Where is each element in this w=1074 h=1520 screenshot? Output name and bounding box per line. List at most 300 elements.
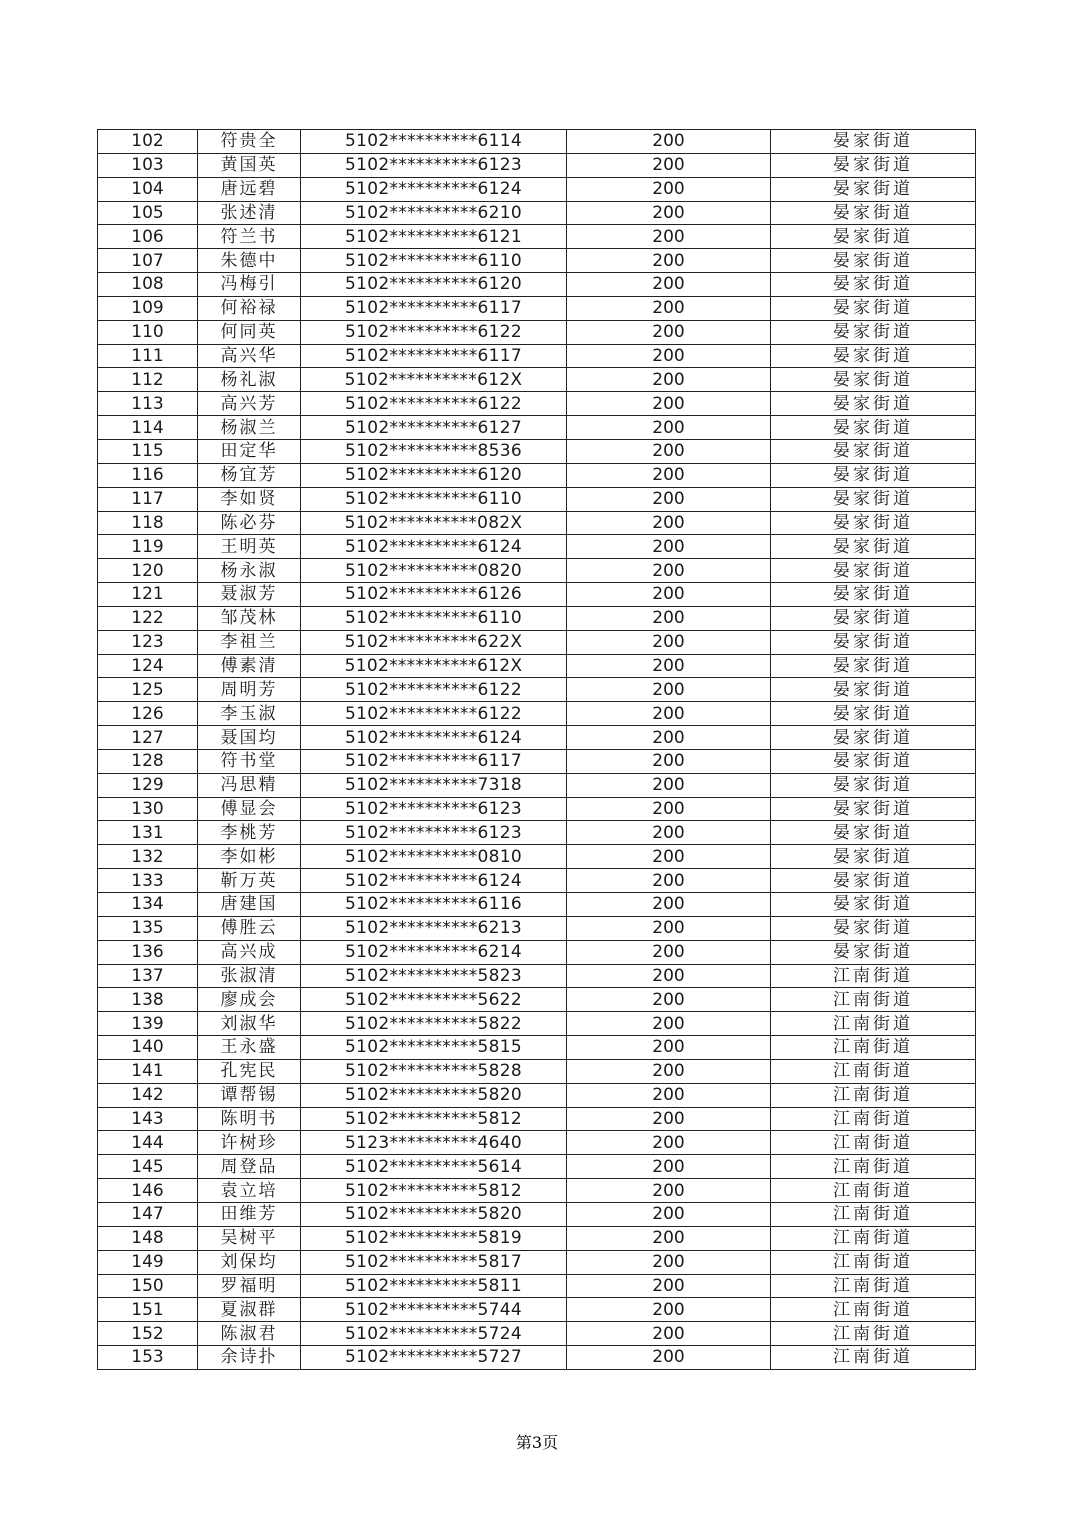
- id-number-cell: 5102**********6110: [301, 249, 567, 273]
- id-number-cell: 5102**********6110: [301, 487, 567, 511]
- id-number-cell: 5102**********5744: [301, 1298, 567, 1322]
- row-number-cell: 108: [98, 273, 198, 297]
- id-number-cell: 5102**********6117: [301, 749, 567, 773]
- street-cell: 江南街道: [771, 1202, 976, 1226]
- row-number-cell: 152: [98, 1322, 198, 1346]
- id-number-cell: 5102**********6214: [301, 940, 567, 964]
- id-number-cell: 5102**********6110: [301, 606, 567, 630]
- street-cell: 晏家街道: [771, 368, 976, 392]
- id-number-cell: 5102**********5823: [301, 964, 567, 988]
- street-cell: 江南街道: [771, 1179, 976, 1203]
- id-number-cell: 5102**********6122: [301, 702, 567, 726]
- table-row: [98, 439, 976, 463]
- id-number-cell: 5102**********5815: [301, 1036, 567, 1060]
- street-cell: 晏家街道: [771, 535, 976, 559]
- row-number-cell: 115: [98, 439, 198, 463]
- row-number-cell: 137: [98, 964, 198, 988]
- id-number-cell: 5102**********0820: [301, 559, 567, 583]
- name-cell: 余诗扑: [198, 1346, 301, 1370]
- row-number-cell: 141: [98, 1059, 198, 1083]
- table-row: [98, 344, 976, 368]
- amount-cell: 200: [567, 1107, 771, 1131]
- table-row: [98, 630, 976, 654]
- table-row: [98, 273, 976, 297]
- row-number-cell: 118: [98, 511, 198, 535]
- amount-cell: 200: [567, 916, 771, 940]
- amount-cell: 200: [567, 1155, 771, 1179]
- street-cell: 江南街道: [771, 1155, 976, 1179]
- id-number-cell: 5102**********5817: [301, 1250, 567, 1274]
- table-row: [98, 1107, 976, 1131]
- amount-cell: 200: [567, 1059, 771, 1083]
- row-number-cell: 105: [98, 201, 198, 225]
- row-number-cell: 121: [98, 583, 198, 607]
- name-cell: 符贵全: [198, 130, 301, 154]
- amount-cell: 200: [567, 1298, 771, 1322]
- name-cell: 罗福明: [198, 1274, 301, 1298]
- row-number-cell: 124: [98, 654, 198, 678]
- table-row: [98, 320, 976, 344]
- street-cell: 江南街道: [771, 1083, 976, 1107]
- amount-cell: 200: [567, 368, 771, 392]
- id-number-cell: 5102**********6126: [301, 583, 567, 607]
- row-number-cell: 111: [98, 344, 198, 368]
- street-cell: 江南街道: [771, 1346, 976, 1370]
- table-row: [98, 606, 976, 630]
- amount-cell: 200: [567, 535, 771, 559]
- table-row: [98, 893, 976, 917]
- row-number-cell: 109: [98, 296, 198, 320]
- street-cell: 晏家街道: [771, 201, 976, 225]
- amount-cell: 200: [567, 606, 771, 630]
- street-cell: 江南街道: [771, 1322, 976, 1346]
- name-cell: 谭帮锡: [198, 1083, 301, 1107]
- amount-cell: 200: [567, 130, 771, 154]
- row-number-cell: 117: [98, 487, 198, 511]
- table-row: [98, 1083, 976, 1107]
- name-cell: 杨淑兰: [198, 416, 301, 440]
- amount-cell: 200: [567, 1226, 771, 1250]
- amount-cell: 200: [567, 392, 771, 416]
- amount-cell: 200: [567, 153, 771, 177]
- id-number-cell: 5102**********082X: [301, 511, 567, 535]
- id-number-cell: 5102**********5811: [301, 1274, 567, 1298]
- row-number-cell: 134: [98, 893, 198, 917]
- street-cell: 江南街道: [771, 964, 976, 988]
- name-cell: 李玉淑: [198, 702, 301, 726]
- id-number-cell: 5102**********5828: [301, 1059, 567, 1083]
- street-cell: 晏家街道: [771, 726, 976, 750]
- id-number-cell: 5102**********6122: [301, 678, 567, 702]
- id-number-cell: 5102**********5812: [301, 1179, 567, 1203]
- street-cell: 晏家街道: [771, 559, 976, 583]
- table-row: [98, 749, 976, 773]
- id-number-cell: 5102**********6123: [301, 797, 567, 821]
- name-cell: 吴树平: [198, 1226, 301, 1250]
- table-row: [98, 249, 976, 273]
- name-cell: 杨永淑: [198, 559, 301, 583]
- row-number-cell: 122: [98, 606, 198, 630]
- id-number-cell: 5102**********6120: [301, 463, 567, 487]
- table-row: [98, 1322, 976, 1346]
- name-cell: 刘淑华: [198, 1012, 301, 1036]
- row-number-cell: 151: [98, 1298, 198, 1322]
- name-cell: 张述清: [198, 201, 301, 225]
- id-number-cell: 5102**********6117: [301, 296, 567, 320]
- street-cell: 晏家街道: [771, 869, 976, 893]
- amount-cell: 200: [567, 201, 771, 225]
- amount-cell: 200: [567, 797, 771, 821]
- table-row: [98, 1274, 976, 1298]
- table-row: [98, 153, 976, 177]
- row-number-cell: 126: [98, 702, 198, 726]
- amount-cell: 200: [567, 1250, 771, 1274]
- id-number-cell: 5102**********5812: [301, 1107, 567, 1131]
- id-number-cell: 5102**********6124: [301, 726, 567, 750]
- name-cell: 袁立培: [198, 1179, 301, 1203]
- name-cell: 廖成会: [198, 988, 301, 1012]
- id-number-cell: 5123**********4640: [301, 1131, 567, 1155]
- page-number: 第3页: [515, 1433, 559, 1452]
- street-cell: 晏家街道: [771, 416, 976, 440]
- row-number-cell: 148: [98, 1226, 198, 1250]
- name-cell: 唐建国: [198, 893, 301, 917]
- id-number-cell: 5102**********6122: [301, 392, 567, 416]
- id-number-cell: 5102**********5622: [301, 988, 567, 1012]
- table-row: [98, 559, 976, 583]
- row-number-cell: 146: [98, 1179, 198, 1203]
- row-number-cell: 150: [98, 1274, 198, 1298]
- street-cell: 江南街道: [771, 1107, 976, 1131]
- table-row: [98, 821, 976, 845]
- amount-cell: 200: [567, 583, 771, 607]
- street-cell: 晏家街道: [771, 249, 976, 273]
- table-row: [98, 1346, 976, 1370]
- name-cell: 邹茂林: [198, 606, 301, 630]
- name-cell: 冯梅引: [198, 273, 301, 297]
- table-row: [98, 225, 976, 249]
- name-cell: 刘保均: [198, 1250, 301, 1274]
- row-number-cell: 125: [98, 678, 198, 702]
- row-number-cell: 131: [98, 821, 198, 845]
- id-number-cell: 5102**********6124: [301, 177, 567, 201]
- name-cell: 李祖兰: [198, 630, 301, 654]
- row-number-cell: 145: [98, 1155, 198, 1179]
- street-cell: 晏家街道: [771, 845, 976, 869]
- id-number-cell: 5102**********0810: [301, 845, 567, 869]
- table-row: [98, 654, 976, 678]
- name-cell: 高兴成: [198, 940, 301, 964]
- street-cell: 晏家街道: [771, 654, 976, 678]
- id-number-cell: 5102**********6213: [301, 916, 567, 940]
- row-number-cell: 135: [98, 916, 198, 940]
- row-number-cell: 128: [98, 749, 198, 773]
- name-cell: 黄国英: [198, 153, 301, 177]
- amount-cell: 200: [567, 702, 771, 726]
- street-cell: 晏家街道: [771, 439, 976, 463]
- row-number-cell: 114: [98, 416, 198, 440]
- street-cell: 晏家街道: [771, 773, 976, 797]
- amount-cell: 200: [567, 1346, 771, 1370]
- table-row: [98, 773, 976, 797]
- name-cell: 陈淑君: [198, 1322, 301, 1346]
- table-row: [98, 1059, 976, 1083]
- id-number-cell: 5102**********6120: [301, 273, 567, 297]
- row-number-cell: 120: [98, 559, 198, 583]
- table-row: [98, 487, 976, 511]
- row-number-cell: 149: [98, 1250, 198, 1274]
- id-number-cell: 5102**********5822: [301, 1012, 567, 1036]
- row-number-cell: 104: [98, 177, 198, 201]
- amount-cell: 200: [567, 1131, 771, 1155]
- street-cell: 晏家街道: [771, 320, 976, 344]
- row-number-cell: 144: [98, 1131, 198, 1155]
- name-cell: 夏淑群: [198, 1298, 301, 1322]
- table-row: [98, 1036, 976, 1060]
- row-number-cell: 142: [98, 1083, 198, 1107]
- row-number-cell: 112: [98, 368, 198, 392]
- amount-cell: 200: [567, 320, 771, 344]
- street-cell: 晏家街道: [771, 130, 976, 154]
- roster-table: [97, 129, 976, 1370]
- id-number-cell: 5102**********5727: [301, 1346, 567, 1370]
- table-row: [98, 535, 976, 559]
- row-number-cell: 140: [98, 1036, 198, 1060]
- table-row: [98, 702, 976, 726]
- id-number-cell: 5102**********6124: [301, 869, 567, 893]
- row-number-cell: 147: [98, 1202, 198, 1226]
- row-number-cell: 136: [98, 940, 198, 964]
- amount-cell: 200: [567, 439, 771, 463]
- street-cell: 江南街道: [771, 1059, 976, 1083]
- id-number-cell: 5102**********612X: [301, 368, 567, 392]
- table-row: [98, 201, 976, 225]
- name-cell: 张淑清: [198, 964, 301, 988]
- street-cell: 晏家街道: [771, 821, 976, 845]
- roster-table-body: [98, 130, 976, 1370]
- street-cell: 晏家街道: [771, 940, 976, 964]
- street-cell: 江南街道: [771, 1226, 976, 1250]
- amount-cell: 200: [567, 249, 771, 273]
- row-number-cell: 153: [98, 1346, 198, 1370]
- street-cell: 晏家街道: [771, 296, 976, 320]
- amount-cell: 200: [567, 964, 771, 988]
- id-number-cell: 5102**********6127: [301, 416, 567, 440]
- row-number-cell: 127: [98, 726, 198, 750]
- amount-cell: 200: [567, 177, 771, 201]
- amount-cell: 200: [567, 726, 771, 750]
- name-cell: 傅胜云: [198, 916, 301, 940]
- amount-cell: 200: [567, 893, 771, 917]
- row-number-cell: 107: [98, 249, 198, 273]
- amount-cell: 200: [567, 940, 771, 964]
- amount-cell: 200: [567, 296, 771, 320]
- street-cell: 晏家街道: [771, 344, 976, 368]
- table-row: [98, 1155, 976, 1179]
- table-row: [98, 1298, 976, 1322]
- street-cell: 晏家街道: [771, 893, 976, 917]
- id-number-cell: 5102**********8536: [301, 439, 567, 463]
- table-row: [98, 940, 976, 964]
- name-cell: 符兰书: [198, 225, 301, 249]
- name-cell: 符书堂: [198, 749, 301, 773]
- name-cell: 陈明书: [198, 1107, 301, 1131]
- street-cell: 晏家街道: [771, 678, 976, 702]
- name-cell: 聂国均: [198, 726, 301, 750]
- street-cell: 江南街道: [771, 1012, 976, 1036]
- amount-cell: 200: [567, 463, 771, 487]
- row-number-cell: 119: [98, 535, 198, 559]
- amount-cell: 200: [567, 487, 771, 511]
- row-number-cell: 103: [98, 153, 198, 177]
- table-row: [98, 726, 976, 750]
- street-cell: 晏家街道: [771, 916, 976, 940]
- street-cell: 晏家街道: [771, 797, 976, 821]
- amount-cell: 200: [567, 773, 771, 797]
- row-number-cell: 133: [98, 869, 198, 893]
- table-row: [98, 416, 976, 440]
- row-number-cell: 139: [98, 1012, 198, 1036]
- amount-cell: 200: [567, 630, 771, 654]
- street-cell: 晏家街道: [771, 463, 976, 487]
- name-cell: 王明英: [198, 535, 301, 559]
- name-cell: 孔宪民: [198, 1059, 301, 1083]
- table-row: [98, 988, 976, 1012]
- amount-cell: 200: [567, 1202, 771, 1226]
- name-cell: 聂淑芳: [198, 583, 301, 607]
- street-cell: 晏家街道: [771, 702, 976, 726]
- id-number-cell: 5102**********5724: [301, 1322, 567, 1346]
- id-number-cell: 5102**********7318: [301, 773, 567, 797]
- street-cell: 晏家街道: [771, 583, 976, 607]
- id-number-cell: 5102**********6124: [301, 535, 567, 559]
- name-cell: 陈必芬: [198, 511, 301, 535]
- id-number-cell: 5102**********5614: [301, 1155, 567, 1179]
- street-cell: 晏家街道: [771, 487, 976, 511]
- street-cell: 晏家街道: [771, 511, 976, 535]
- id-number-cell: 5102**********6210: [301, 201, 567, 225]
- street-cell: 晏家街道: [771, 273, 976, 297]
- street-cell: 江南街道: [771, 1274, 976, 1298]
- table-row: [98, 130, 976, 154]
- name-cell: 杨宜芳: [198, 463, 301, 487]
- id-number-cell: 5102**********6123: [301, 821, 567, 845]
- street-cell: 晏家街道: [771, 177, 976, 201]
- amount-cell: 200: [567, 678, 771, 702]
- street-cell: 江南街道: [771, 1036, 976, 1060]
- table-row: [98, 1250, 976, 1274]
- row-number-cell: 102: [98, 130, 198, 154]
- name-cell: 高兴芳: [198, 392, 301, 416]
- row-number-cell: 116: [98, 463, 198, 487]
- table-row: [98, 1226, 976, 1250]
- table-row: [98, 463, 976, 487]
- amount-cell: 200: [567, 1012, 771, 1036]
- street-cell: 江南街道: [771, 1250, 976, 1274]
- amount-cell: 200: [567, 511, 771, 535]
- table-row: [98, 1179, 976, 1203]
- street-cell: 晏家街道: [771, 630, 976, 654]
- name-cell: 傅素清: [198, 654, 301, 678]
- table-row: [98, 583, 976, 607]
- id-number-cell: 5102**********5820: [301, 1202, 567, 1226]
- amount-cell: 200: [567, 654, 771, 678]
- amount-cell: 200: [567, 1083, 771, 1107]
- table-row: [98, 368, 976, 392]
- amount-cell: 200: [567, 845, 771, 869]
- row-number-cell: 138: [98, 988, 198, 1012]
- name-cell: 周明芳: [198, 678, 301, 702]
- amount-cell: 200: [567, 273, 771, 297]
- table-row: [98, 1202, 976, 1226]
- name-cell: 冯思精: [198, 773, 301, 797]
- street-cell: 晏家街道: [771, 153, 976, 177]
- street-cell: 江南街道: [771, 1298, 976, 1322]
- amount-cell: 200: [567, 821, 771, 845]
- row-number-cell: 123: [98, 630, 198, 654]
- amount-cell: 200: [567, 559, 771, 583]
- name-cell: 李桃芳: [198, 821, 301, 845]
- name-cell: 王永盛: [198, 1036, 301, 1060]
- name-cell: 李如贤: [198, 487, 301, 511]
- id-number-cell: 5102**********6114: [301, 130, 567, 154]
- table-row: [98, 678, 976, 702]
- name-cell: 李如彬: [198, 845, 301, 869]
- name-cell: 高兴华: [198, 344, 301, 368]
- amount-cell: 200: [567, 869, 771, 893]
- row-number-cell: 106: [98, 225, 198, 249]
- street-cell: 晏家街道: [771, 392, 976, 416]
- amount-cell: 200: [567, 1274, 771, 1298]
- table-row: [98, 797, 976, 821]
- table-row: [98, 916, 976, 940]
- name-cell: 靳万英: [198, 869, 301, 893]
- name-cell: 唐远碧: [198, 177, 301, 201]
- id-number-cell: 5102**********6116: [301, 893, 567, 917]
- name-cell: 何同英: [198, 320, 301, 344]
- name-cell: 周登品: [198, 1155, 301, 1179]
- street-cell: 江南街道: [771, 988, 976, 1012]
- amount-cell: 200: [567, 1179, 771, 1203]
- street-cell: 晏家街道: [771, 606, 976, 630]
- name-cell: 田定华: [198, 439, 301, 463]
- name-cell: 田维芳: [198, 1202, 301, 1226]
- table-row: [98, 1131, 976, 1155]
- table-row: [98, 964, 976, 988]
- table-row: [98, 1012, 976, 1036]
- id-number-cell: 5102**********6117: [301, 344, 567, 368]
- id-number-cell: 5102**********5820: [301, 1083, 567, 1107]
- table-row: [98, 392, 976, 416]
- id-number-cell: 5102**********5819: [301, 1226, 567, 1250]
- amount-cell: 200: [567, 344, 771, 368]
- row-number-cell: 132: [98, 845, 198, 869]
- street-cell: 晏家街道: [771, 225, 976, 249]
- amount-cell: 200: [567, 749, 771, 773]
- table-row: [98, 296, 976, 320]
- table-row: [98, 177, 976, 201]
- name-cell: 何裕禄: [198, 296, 301, 320]
- name-cell: 朱德中: [198, 249, 301, 273]
- name-cell: 许树珍: [198, 1131, 301, 1155]
- name-cell: 杨礼淑: [198, 368, 301, 392]
- row-number-cell: 143: [98, 1107, 198, 1131]
- id-number-cell: 5102**********6123: [301, 153, 567, 177]
- street-cell: 江南街道: [771, 1131, 976, 1155]
- row-number-cell: 130: [98, 797, 198, 821]
- id-number-cell: 5102**********612X: [301, 654, 567, 678]
- id-number-cell: 5102**********6121: [301, 225, 567, 249]
